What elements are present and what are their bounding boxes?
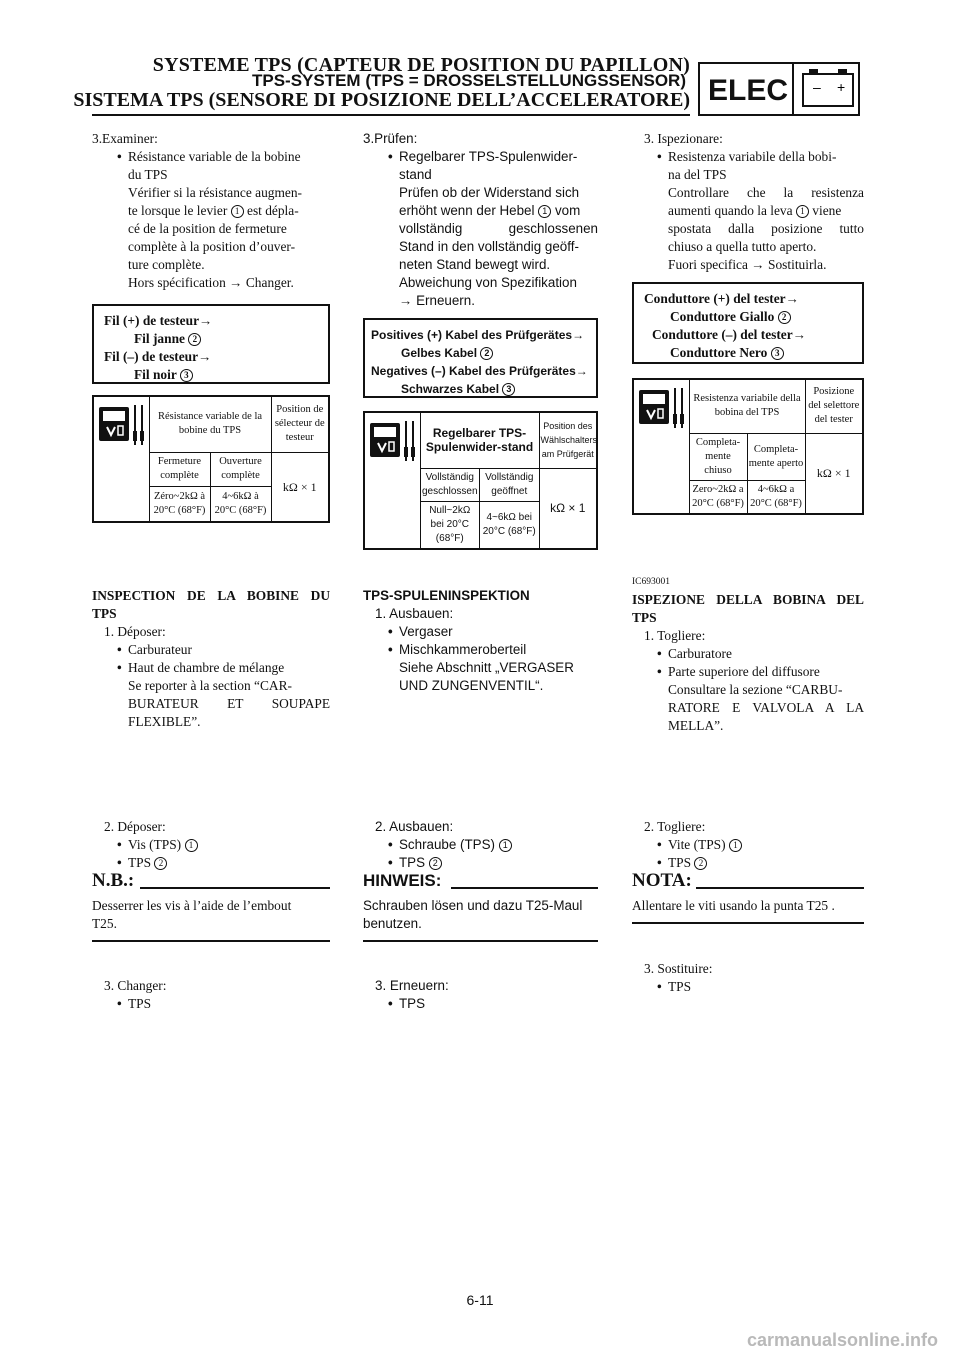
tester-lead-spec: Positives (+) Kabel des Prüfgerätes→ Gelbes Kabel 2 Negatives (–) Kabel des Prüfgerätes→ Schwarzes Kabel 3 bbox=[363, 318, 598, 398]
inspection-block: IC693001 ISPEZIONE DELLA BOBINA DEL TPS 1. Togliere: • Carburatore • Parte superiore del diffusore Consultare la sezione “CARBU- RATORE E VALVOLA A LA MELLA”. bbox=[632, 573, 864, 735]
watermark: carmanualsonline.info bbox=[746, 1330, 938, 1350]
reference-code: IC693001 bbox=[632, 577, 670, 587]
section-tag: ELEC bbox=[708, 74, 789, 107]
section-tag-box bbox=[698, 62, 860, 116]
callout-3: 3 bbox=[502, 383, 515, 396]
section-heading: TPS-SPULENINSPEKTION bbox=[363, 588, 530, 603]
multimeter-cell bbox=[364, 412, 420, 549]
page-title-de: TPS-SYSTEM (TPS = DROSSELSTELLUNGSSENSOR) bbox=[251, 71, 686, 90]
tester-lead-spec: Conduttore (+) del tester→ Conduttore Giallo 2 Conduttore (–) del tester→ Conduttore Nero 3 bbox=[632, 282, 864, 364]
note-block: HINWEIS: Schrauben lösen und dazu T25-Maul benutzen. bbox=[363, 872, 598, 933]
multimeter-icon bbox=[635, 384, 687, 436]
battery-icon bbox=[800, 68, 856, 110]
note-block: N.B.: Desserrer les vis à l’aide de l’embout T25. bbox=[92, 872, 330, 933]
note-block: NOTA: Allentare le viti usando la punta T25 . bbox=[632, 872, 864, 915]
resistance-spec-table: Résistance variable de la bobine du TPS Position de sélecteur de testeur Fermeture complète Ouverture complète kΩ × 1 Zéro~2kΩ à 20°C (68°F) 4~6kΩ à 20°C (68°F) bbox=[92, 395, 330, 523]
replace-block: 3. Sostituire: • TPS bbox=[632, 960, 864, 996]
resistance-spec-table: Resistenza variabile della bobina del TPS Posizione del selettore del tester Completa-mente chiuso Completa-mente aperto kΩ × 1 Zero~2kΩ a 20°C (68°F) 4~6kΩ a 20°C (68°F) bbox=[632, 378, 864, 515]
callout-1: 1 bbox=[499, 839, 512, 852]
callout-2: 2 bbox=[188, 333, 201, 346]
tester-lead-spec: Fil (+) de testeur→ Fil janne 2 Fil (–) de testeur→ Fil noir 3 bbox=[92, 304, 330, 384]
page-title-fr: SYSTEME TPS (CAPTEUR DE POSITION DU PAPILLON) bbox=[152, 54, 690, 76]
replace-block: 3. Erneuern: • TPS bbox=[363, 977, 598, 1013]
multimeter-icon bbox=[366, 417, 418, 469]
callout-3: 3 bbox=[771, 347, 784, 360]
callout-2: 2 bbox=[694, 857, 707, 870]
multimeter-cell bbox=[93, 396, 149, 522]
callout-1: 1 bbox=[538, 205, 551, 218]
check-block: 3.Examiner: • Résistance variable de la bobine du TPS Vérifier si la résistance augmen- te lorsque le levier 1 est dépla- cé de la position de fermeture complète à la position d’ouver- ture complète. Hors spécification → Changer. bbox=[92, 130, 330, 292]
section-heading: ISPEZIONE DELLA BOBINA DEL bbox=[632, 592, 864, 607]
callout-2: 2 bbox=[480, 347, 493, 360]
callout-2: 2 bbox=[154, 857, 167, 870]
inspection-block: TPS-SPULENINSPEKTION 1. Ausbauen: • Vergaser • Mischkammeroberteil Siehe Abschnitt „VERGASER UND ZUNGENVENTIL“. bbox=[363, 587, 598, 695]
removal-block: 2. Ausbauen: • Schraube (TPS) 1 • TPS 2 bbox=[363, 818, 598, 872]
removal-block: 2. Togliere: • Vite (TPS) 1 • TPS 2 bbox=[632, 818, 864, 872]
page-number: 6-11 bbox=[466, 1292, 494, 1308]
removal-block: 2. Déposer: • Vis (TPS) 1 • TPS 2 bbox=[92, 818, 330, 872]
note-heading: NOTA: bbox=[632, 870, 692, 891]
check-block: 3.Prüfen: • Regelbarer TPS-Spulenwider- stand Prüfen ob der Widerstand sich erhöht wenn der Hebel 1 vom vollständig geschlossenen Stand in den vollständig geöff- neten Stand bewegt wird. Abweichung von Spezifikation → Erneuern. bbox=[363, 130, 598, 310]
callout-3: 3 bbox=[180, 369, 193, 382]
page-title-it: SISTEMA TPS (SENSORE DI POSIZIONE DELL’ACCELERATORE) bbox=[73, 89, 690, 111]
multimeter-cell bbox=[633, 379, 689, 514]
callout-1: 1 bbox=[729, 839, 742, 852]
replace-block: 3. Changer: • TPS bbox=[92, 977, 330, 1013]
callout-2: 2 bbox=[778, 311, 791, 324]
multimeter-icon bbox=[95, 401, 147, 453]
callout-1: 1 bbox=[185, 839, 198, 852]
callout-2: 2 bbox=[429, 857, 442, 870]
callout-1: 1 bbox=[231, 205, 244, 218]
header-rule bbox=[92, 114, 690, 116]
battery-plus: + bbox=[837, 79, 846, 95]
inspection-block: INSPECTION DE LA BOBINE DU TPS 1. Déposer: • Carburateur • Haut de chambre de mélange Se reporter à la section “CAR- BURATEUR ET SOUPAPE FLEXIBLE”. bbox=[92, 587, 330, 731]
battery-minus: – bbox=[813, 79, 821, 95]
section-heading: INSPECTION DE LA BOBINE DU bbox=[92, 588, 330, 603]
check-block: 3. Ispezionare: • Resistenza variabile della bobi- na del TPS Controllare che la resistenza aumenti quando la leva 1 viene spostata dalla posizione tutto chiuso a quella tutto aperto. Fuori specifica → Sostituirla. bbox=[632, 130, 864, 274]
callout-1: 1 bbox=[796, 205, 809, 218]
note-heading: N.B.: bbox=[92, 870, 135, 891]
section-tag-divider bbox=[792, 64, 794, 114]
resistance-spec-table: Regelbarer TPS-Spulenwider-stand Position des Wählschalters am Prüfgerät Vollständig geschlossen Vollständig geöffnet kΩ × 1 Null~2kΩ bei 20°C (68°F) 4~6kΩ bei 20°C (68°F) bbox=[363, 411, 598, 550]
note-heading: HINWEIS: bbox=[363, 871, 442, 890]
